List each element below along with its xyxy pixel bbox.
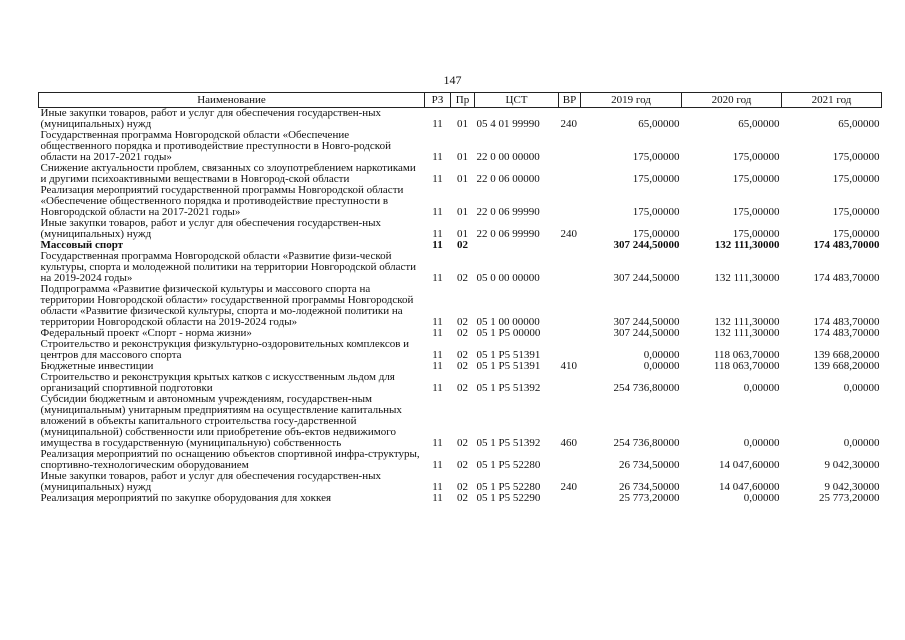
- row-2020: 132 111,30000: [714, 272, 780, 284]
- row-rz: 11: [432, 459, 443, 471]
- row-2021: 175,00000: [832, 228, 880, 240]
- row-vr: [559, 328, 581, 339]
- row-pr: 01: [457, 173, 468, 185]
- row-name: Подпрограмма «Развитие физической культуры и массового спорта на территории Новгородской области» государственной программы Новгородской области «Развитие физической культуры, спорта и мо-лодежной политики на территории Новгородской области на 2019-2024 годы»: [40, 283, 414, 328]
- table-row: [39, 185, 882, 218]
- row-2020: 0,00000: [743, 492, 780, 504]
- row-cst: 05 0 00 00000: [476, 272, 540, 284]
- row-2020: 175,00000: [732, 151, 780, 163]
- table-row: [39, 372, 882, 394]
- row-vr: [559, 240, 581, 251]
- row-2020: 65,00000: [738, 118, 780, 130]
- row-vr: [559, 185, 581, 218]
- row-cst: 05 1 00 00000: [476, 316, 540, 328]
- row-2019: 254 736,80000: [613, 437, 680, 449]
- row-2019: 25 773,20000: [619, 492, 680, 504]
- row-cst: 05 1 P5 51392: [476, 437, 541, 449]
- page-number: 147: [443, 73, 462, 87]
- row-2021: 9 042,30000: [824, 459, 880, 471]
- row-2021: 174 483,70000: [813, 316, 880, 328]
- row-cst: 22 0 06 99990: [476, 228, 540, 240]
- table-row: [39, 130, 882, 163]
- row-pr: 02: [457, 272, 468, 284]
- row-2021: 175,00000: [832, 173, 880, 185]
- row-2019: 26 734,50000: [619, 459, 680, 471]
- row-vr: [559, 163, 581, 185]
- table-row: [39, 449, 882, 471]
- row-cst: 22 0 06 00000: [476, 173, 540, 185]
- row-2020: 175,00000: [732, 173, 780, 185]
- row-name: Строительство и реконструкция крытых катков с искусственным льдом для организаций спортивной подготовки: [40, 371, 395, 394]
- header-rz: РЗ: [425, 93, 451, 108]
- row-vr: [559, 449, 581, 471]
- row-2021: 9 042,30000: [824, 481, 880, 493]
- row-vr: [559, 493, 581, 504]
- row-cst: 05 1 P5 52280: [476, 481, 541, 493]
- row-cst: 05 1 P5 51392: [476, 382, 541, 394]
- row-rz: 11: [432, 151, 443, 163]
- row-2020: 175,00000: [732, 206, 780, 218]
- row-pr: 01: [457, 118, 468, 130]
- table-row: [39, 163, 882, 185]
- row-2019: 175,00000: [632, 206, 680, 218]
- row-cst: 05 1 P5 00000: [476, 327, 541, 339]
- row-2019: 307 244,50000: [613, 239, 680, 251]
- row-cst: 05 1 P5 52290: [476, 492, 541, 504]
- row-2021: 139 668,20000: [813, 349, 880, 361]
- row-name: Федеральный проект «Спорт - норма жизни»: [40, 327, 252, 339]
- row-vr: 410: [560, 360, 577, 372]
- row-2021: 175,00000: [832, 206, 880, 218]
- row-rz: 11: [432, 118, 443, 130]
- row-vr: [559, 339, 581, 361]
- row-name: Государственная программа Новгородской области «Развитие физи-ческой культуры, спорта и молодежной политики на территории Новгородской области на 2019-2024 годы»: [40, 250, 417, 284]
- row-vr: 240: [560, 118, 577, 130]
- row-name: Иные закупки товаров, работ и услуг для обеспечения государствен-ных (муниципальных) нужд: [40, 470, 382, 493]
- row-name: Реализация мероприятий по оснащению объектов спортивной инфра-структуры, спортивно-технологическим оборудованием: [40, 448, 420, 471]
- row-cst: 22 0 06 99990: [476, 206, 540, 218]
- row-pr: 02: [457, 316, 468, 328]
- row-name: Массовый спорт: [40, 239, 124, 251]
- row-pr: 02: [457, 437, 468, 449]
- row-vr: [559, 251, 581, 284]
- row-rz: 11: [432, 239, 443, 251]
- row-2019: 307 244,50000: [613, 316, 680, 328]
- header-vr: ВР: [559, 93, 581, 108]
- row-vr: 460: [560, 437, 577, 449]
- row-name: Иные закупки товаров, работ и услуг для обеспечения государствен-ных (муниципальных) нужд: [40, 217, 382, 240]
- row-2020: 0,00000: [743, 437, 780, 449]
- row-rz: 11: [432, 272, 443, 284]
- header-row: [39, 93, 882, 108]
- table-row: [39, 471, 882, 493]
- row-2020: 175,00000: [732, 228, 780, 240]
- row-2021: 174 483,70000: [813, 327, 880, 339]
- header-name: Наименование: [39, 93, 425, 108]
- row-cst: 05 1 P5 51391: [476, 360, 541, 372]
- row-pr: 02: [457, 459, 468, 471]
- row-cst: 05 1 P5 51391: [476, 349, 541, 361]
- row-2020: 14 047,60000: [719, 459, 780, 471]
- row-rz: 11: [432, 327, 443, 339]
- row-2021: 175,00000: [832, 151, 880, 163]
- row-cst: [475, 240, 559, 251]
- row-rz: 11: [432, 437, 443, 449]
- row-2020: 0,00000: [743, 382, 780, 394]
- row-2019: 175,00000: [632, 228, 680, 240]
- row-vr: 240: [560, 228, 577, 240]
- row-pr: 01: [457, 206, 468, 218]
- table-row: [39, 251, 882, 284]
- row-rz: 11: [432, 360, 443, 372]
- row-2019: 307 244,50000: [613, 327, 680, 339]
- row-2019: 0,00000: [643, 360, 680, 372]
- row-2020: 14 047,60000: [719, 481, 780, 493]
- row-2019: 175,00000: [632, 151, 680, 163]
- row-pr: 02: [457, 492, 468, 504]
- row-rz: 11: [432, 228, 443, 240]
- row-name: Строительство и реконструкция физкультурно-оздоровительных комплексов и центров для массового спорта: [40, 338, 410, 361]
- row-pr: 02: [457, 382, 468, 394]
- row-2019: 254 736,80000: [613, 382, 680, 394]
- table-row: [39, 493, 882, 504]
- row-2020: 118 063,70000: [713, 360, 780, 372]
- header-2021: 2021 год: [782, 93, 882, 108]
- row-pr: 02: [457, 349, 468, 361]
- row-rz: 11: [432, 206, 443, 218]
- table-row: [39, 394, 882, 449]
- row-2019: 175,00000: [632, 173, 680, 185]
- row-rz: 11: [432, 173, 443, 185]
- row-2020: 132 111,30000: [714, 316, 780, 328]
- row-pr: 02: [457, 239, 468, 251]
- row-name: Субсидии бюджетным и автономным учреждениям, государствен-ным (муниципальным) унитарным предприятиям на осуществление капитальных вложений в объекты капитального строительства госу-дарственной (муниципальной) собственности или приобретение объ-ектов недвижимого имущества в государственную (муниципальную) собственность: [40, 393, 402, 449]
- row-2019: 65,00000: [638, 118, 680, 130]
- row-2021: 174 483,70000: [813, 239, 880, 251]
- row-name: Реализация мероприятий по закупке оборудования для хоккея: [40, 492, 332, 504]
- row-name: Реализация мероприятий государственной программы Новгородской области «Обеспечение общественного порядка и противодействие преступности в Новгородской области на 2017-2021 годы»: [40, 184, 404, 218]
- header-pr: Пр: [451, 93, 475, 108]
- row-2021: 0,00000: [843, 437, 880, 449]
- row-2020: 132 111,30000: [714, 239, 780, 251]
- table-row: [39, 108, 882, 131]
- table-row: [39, 218, 882, 240]
- budget-table: [38, 92, 882, 504]
- row-rz: 11: [432, 492, 443, 504]
- header-2019: 2019 год: [581, 93, 682, 108]
- row-pr: 02: [457, 360, 468, 372]
- row-pr: 02: [457, 327, 468, 339]
- row-pr: 02: [457, 481, 468, 493]
- table-row: [39, 284, 882, 328]
- row-2021: 65,00000: [838, 118, 880, 130]
- row-2021: 0,00000: [843, 382, 880, 394]
- row-cst: 05 1 P5 52280: [476, 459, 541, 471]
- header-2020: 2020 год: [682, 93, 782, 108]
- row-2021: 25 773,20000: [819, 492, 880, 504]
- row-2019: 307 244,50000: [613, 272, 680, 284]
- row-name: Государственная программа Новгородской области «Обеспечение общественного порядка и противодействие преступности в Новго-родской области на 2017-2021 годы»: [40, 129, 391, 163]
- row-vr: [559, 284, 581, 328]
- row-pr: 01: [457, 228, 468, 240]
- row-vr: [559, 130, 581, 163]
- row-cst: 22 0 00 00000: [476, 151, 540, 163]
- table-row: [39, 339, 882, 361]
- row-cst: 05 4 01 99990: [476, 118, 540, 130]
- row-rz: 11: [432, 481, 443, 493]
- row-rz: 11: [432, 349, 443, 361]
- header-cst: ЦСТ: [475, 93, 559, 108]
- row-name: Снижение актуальности проблем, связанных со злоупотреблением наркотиками и другими психоактивными веществами в Новгород-ской области: [40, 162, 416, 185]
- row-name: Иные закупки товаров, работ и услуг для обеспечения государствен-ных (муниципальных) нужд: [40, 107, 382, 130]
- row-2020: 132 111,30000: [714, 327, 780, 339]
- row-rz: 11: [432, 316, 443, 328]
- row-name: Бюджетные инвестиции: [40, 360, 154, 372]
- row-vr: [559, 372, 581, 394]
- row-rz: 11: [432, 382, 443, 394]
- row-2019: 26 734,50000: [619, 481, 680, 493]
- row-2020: 118 063,70000: [713, 349, 780, 361]
- row-2021: 174 483,70000: [813, 272, 880, 284]
- row-pr: 01: [457, 151, 468, 163]
- row-2021: 139 668,20000: [813, 360, 880, 372]
- row-2019: 0,00000: [643, 349, 680, 361]
- row-vr: 240: [560, 481, 577, 493]
